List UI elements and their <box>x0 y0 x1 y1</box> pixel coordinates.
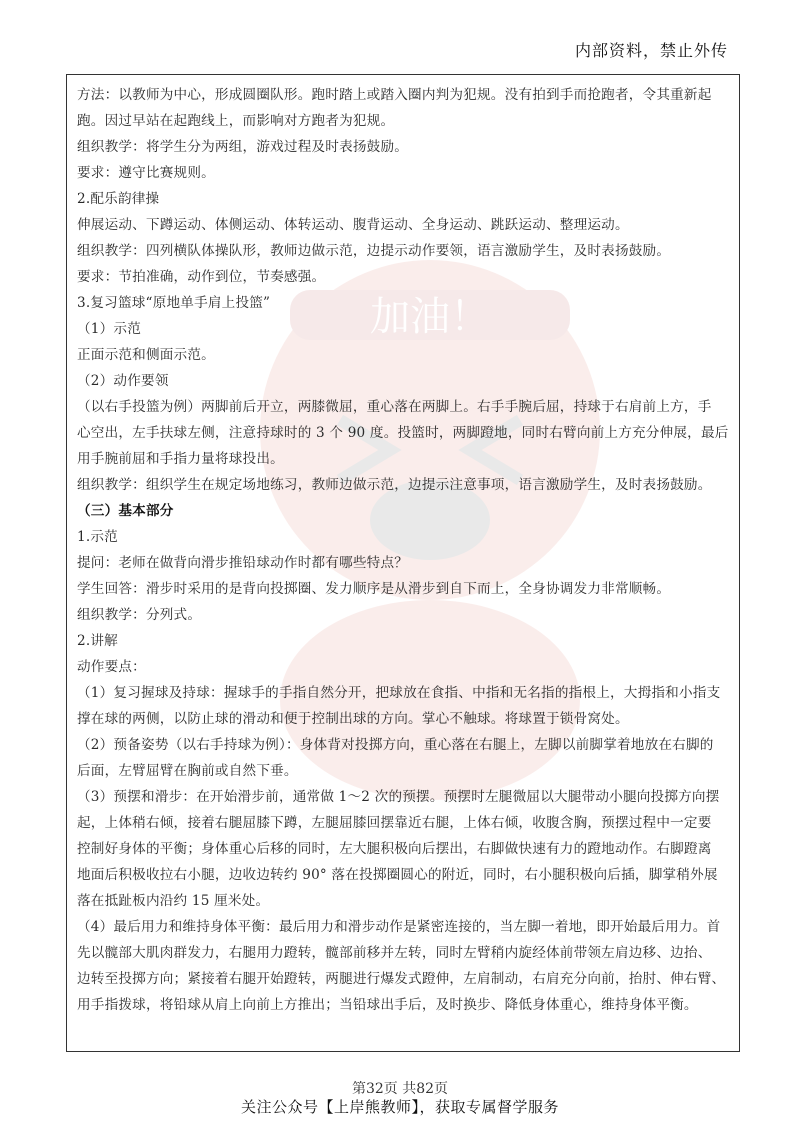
body-line: 方法：以教师为中心，形成圆圈队形。跑时踏上或踏入圈内判为犯规。没有拍到手而抢跑者，令其重新起 <box>77 87 712 103</box>
body-line: 要求：节拍准确，动作到位，节奏感强。 <box>77 269 326 285</box>
body-line: （4）最后用力和维持身体平衡：最后用力和滑步动作是紧密连接的，当左脚一着地，即开始最后用力。首 <box>77 919 721 935</box>
body-line: 撑在球的两侧，以防止球的滑动和便于控制出球的方向。掌心不触球。将球置于锁骨窝处。 <box>77 711 629 727</box>
body-line: 2.讲解 <box>77 633 118 649</box>
body-line: 控制好身体的平衡；身体重心后移的同时，左大腿积极向后摆出，右脚做快速有力的蹬地动作。右脚蹬离 <box>77 841 712 857</box>
body-line: 心空出，左手扶球左侧，注意持球时的 3 个 90 度。投篮时，两脚蹬地，同时右臂向前上方充分伸展，最后 <box>77 425 729 441</box>
lesson-body <box>77 82 737 1018</box>
body-line: 学生回答：滑步时采用的是背向投掷圈、发力顺序是从滑步到自下而上，全身协调发力非常顺畅。 <box>77 581 671 597</box>
body-line: （3）预摆和滑步：在开始滑步前，通常做 1～2 次的预摆。预摆时左腿微屈以大腿带动小腿向投掷方向摆 <box>77 789 720 805</box>
body-line: （1）复习握球及持球：握球手的手指自然分开，把球放在食指、中指和无名指的指根上，大拇指和小指支 <box>77 685 721 701</box>
body-line: （以右手投篮为例）两脚前后开立，两膝微屈，重心落在两脚上。右手手腕后屈，持球于右肩前上方，手 <box>77 399 712 415</box>
body-line: 边转至投掷方向；紧接着右腿开始蹬转，两腿进行爆发式蹬伸，左肩制动，右肩充分向前，抬肘、伸右臂、 <box>77 971 726 987</box>
body-line: （三）基本部分 <box>77 503 174 519</box>
body-line: 地面后积极收拉右小腿，边收边转约 90° 落在投掷圈圆心的附近，同时，右小腿积极向后插，脚掌稍外展 <box>77 867 718 883</box>
body-line: （2）预备姿势（以右手持球为例）：身体背对投掷方向，重心落在右腿上，左脚以前脚掌着地放在右脚的 <box>77 737 714 753</box>
body-line: （2）动作要领 <box>77 373 169 389</box>
body-line: 用手腕前屈和手指力量将球投出。 <box>77 451 284 467</box>
confidential-note: 内部资料，禁止外传 <box>574 41 728 60</box>
body-line: 用手指拨球，将铅球从肩上向前上方推出；当铅球出手后，及时换步、降低身体重心，维持身体平衡。 <box>77 997 698 1013</box>
body-line: 2.配乐韵律操 <box>77 191 160 207</box>
body-line: 组织教学：组织学生在规定场地练习，教师边做示范，边提示注意事项，语言激励学生，及时表扬鼓励。 <box>77 477 712 493</box>
body-line: 伸展运动、下蹲运动、体侧运动、体转运动、腹背运动、全身运动、跳跃运动、整理运动。 <box>77 217 629 233</box>
page-number: 第32页 共82页 <box>351 1081 449 1097</box>
body-line: 先以髋部大肌肉群发力，右腿用力蹬转，髋部前移并左转，同时左臂稍内旋经体前带领左肩边移、边抬、 <box>77 945 712 961</box>
body-line: 组织教学：将学生分为两组，游戏过程及时表扬鼓励。 <box>77 139 409 155</box>
body-line: 动作要点： <box>77 659 146 675</box>
footer-promo: 关注公众号【上岸熊教师】，获取专属督学服务 <box>240 1098 559 1116</box>
body-line: 组织教学：分列式。 <box>77 607 202 623</box>
body-line: 后面，左臂屈臂在胸前或自然下垂。 <box>77 763 298 779</box>
body-line: 跑。因过早站在起跑线上，而影响对方跑者为犯规。 <box>77 113 395 129</box>
body-line: （1）示范 <box>77 321 142 337</box>
body-line: 落在抵趾板内沿约 15 厘米处。 <box>77 893 270 909</box>
body-line: 3.复习篮球“原地单手肩上投篮” <box>77 295 271 311</box>
body-line: 1.示范 <box>77 529 118 545</box>
body-line: 正面示范和侧面示范。 <box>77 347 215 363</box>
body-line: 组织教学：四列横队体操队形，教师边做示范，边提示动作要领，语言激励学生，及时表扬鼓励。 <box>77 243 671 259</box>
body-line: 起，上体稍右倾，接着右腿屈膝下蹲，左腿屈膝回摆靠近右腿，上体右倾，收腹含胸，预摆过程中一定要 <box>77 815 712 831</box>
mascot-headband-text: 加油！ <box>370 294 490 340</box>
body-line: 提问：老师在做背向滑步推铅球动作时都有哪些特点？ <box>77 555 409 571</box>
body-line: 要求：遵守比赛规则。 <box>77 165 215 181</box>
